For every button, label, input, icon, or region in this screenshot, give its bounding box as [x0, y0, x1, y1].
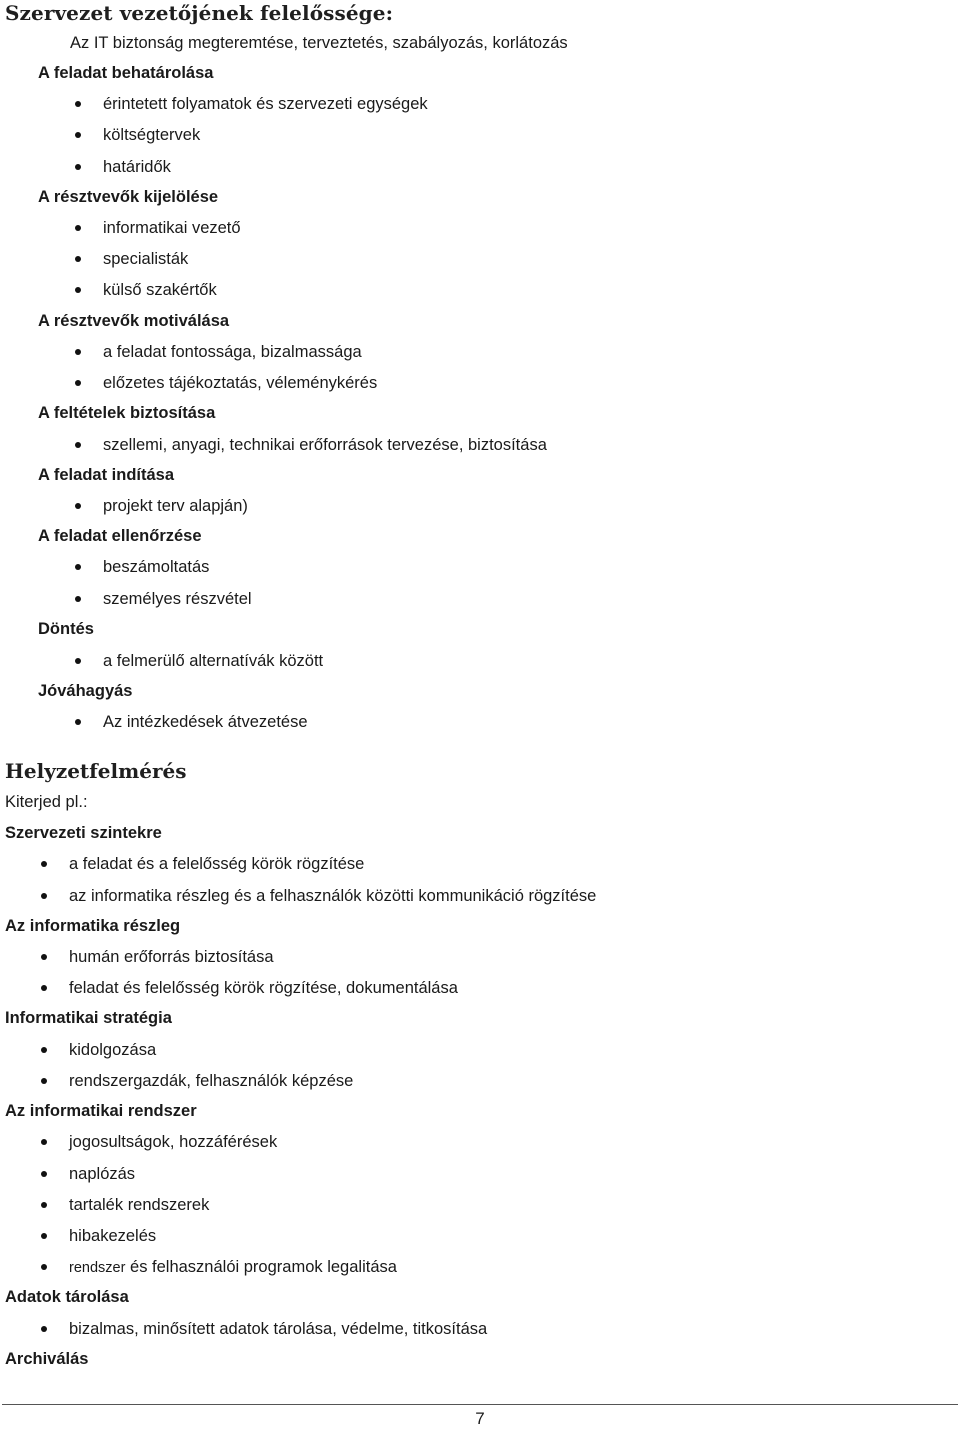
group-heading: A résztvevők motiválása	[38, 312, 230, 330]
list-item: hibakezelés	[69, 1227, 157, 1245]
group-heading: Az informatikai rendszer	[5, 1102, 197, 1120]
bullet-icon	[66, 555, 90, 579]
list-item: tartalék rendszerek	[69, 1196, 210, 1214]
group-heading: A feltételek biztosítása	[38, 404, 216, 422]
list-item: személyes részvétel	[103, 590, 252, 608]
bullet-icon	[32, 1255, 56, 1279]
group-heading: Döntés	[38, 620, 94, 638]
list-item: rendszergazdák, felhasználók képzése	[69, 1072, 354, 1090]
list-item: bizalmas, minősített adatok tárolása, védelme, titkosítása	[69, 1320, 488, 1338]
bullet-icon	[66, 92, 90, 116]
list-item: beszámoltatás	[103, 558, 210, 576]
bullet-icon	[66, 247, 90, 271]
list-item: a feladat fontossága, bizalmassága	[103, 343, 362, 361]
bullet-icon	[66, 340, 90, 364]
bullet-icon	[32, 945, 56, 969]
list-item: humán erőforrás biztosítása	[69, 948, 274, 966]
list-item: a feladat és a felelősség körök rögzítése	[69, 855, 365, 873]
bullet-icon	[66, 710, 90, 734]
bullet-icon	[32, 976, 56, 1000]
list-item: jogosultságok, hozzáférések	[69, 1133, 278, 1151]
list-item: külső szakértők	[103, 281, 217, 299]
list-item-small-text: rendszer	[69, 1260, 126, 1276]
bullet-icon	[32, 1069, 56, 1093]
bullet-icon	[66, 649, 90, 673]
bullet-icon	[66, 494, 90, 518]
list-item: informatikai vezető	[103, 219, 241, 237]
list-item: érintetett folyamatok és szervezeti egységek	[103, 95, 428, 113]
bullet-icon	[32, 1224, 56, 1248]
bullet-icon	[32, 884, 56, 908]
page-number: 7	[475, 1409, 485, 1428]
list-item-text: és felhasználói programok legalitása	[130, 1258, 397, 1276]
list-item: a felmerülő alternatívák között	[103, 652, 324, 670]
section-intro: Kiterjed pl.:	[5, 793, 88, 811]
bullet-icon	[32, 852, 56, 876]
section-title: Helyzetfelmérés	[5, 759, 187, 783]
bullet-icon	[66, 216, 90, 240]
group-heading: Jóváhagyás	[38, 682, 133, 700]
group-heading: A feladat ellenőrzése	[38, 527, 202, 545]
bullet-icon	[32, 1130, 56, 1154]
list-item	[69, 1255, 397, 1279]
list-item: költségtervek	[103, 126, 201, 144]
bullet-icon	[66, 155, 90, 179]
group-heading: Adatok tárolása	[5, 1288, 129, 1306]
section-title: Szervezet vezetőjének felelőssége:	[5, 1, 394, 25]
list-item: határidők	[103, 158, 171, 176]
list-item: feladat és felelősség körök rögzítése, dokumentálása	[69, 979, 458, 997]
list-item: naplózás	[69, 1165, 136, 1183]
list-item: projekt terv alapján)	[103, 497, 248, 515]
group-heading: A feladat behatárolása	[38, 64, 214, 82]
bullet-icon	[66, 371, 90, 395]
list-item: kidolgozása	[69, 1041, 157, 1059]
bullet-icon	[32, 1317, 56, 1341]
group-heading: A feladat indítása	[38, 466, 175, 484]
group-heading: Az informatika részleg	[5, 917, 181, 935]
bullet-icon	[66, 433, 90, 457]
list-item: Az intézkedések átvezetése	[103, 713, 308, 731]
list-item: szellemi, anyagi, technikai erőforrások tervezése, biztosítása	[103, 436, 547, 454]
bullet-icon	[32, 1162, 56, 1186]
list-item: az informatika részleg és a felhasználók közötti kommunikáció rögzítése	[69, 887, 597, 905]
bullet-icon	[32, 1038, 56, 1062]
group-heading: A résztvevők kijelölése	[38, 188, 219, 206]
list-item: specialisták	[103, 250, 189, 268]
bullet-icon	[66, 587, 90, 611]
footer-divider	[2, 1404, 958, 1405]
bullet-icon	[66, 278, 90, 302]
bullet-icon	[32, 1193, 56, 1217]
section-intro: Az IT biztonság megteremtése, terveztetés, szabályozás, korlátozás	[70, 34, 568, 52]
list-item: előzetes tájékoztatás, véleménykérés	[103, 374, 378, 392]
group-heading: Archiválás	[5, 1350, 89, 1368]
bullet-icon	[66, 123, 90, 147]
group-heading: Informatikai stratégia	[5, 1009, 172, 1027]
group-heading: Szervezeti szintekre	[5, 824, 162, 842]
